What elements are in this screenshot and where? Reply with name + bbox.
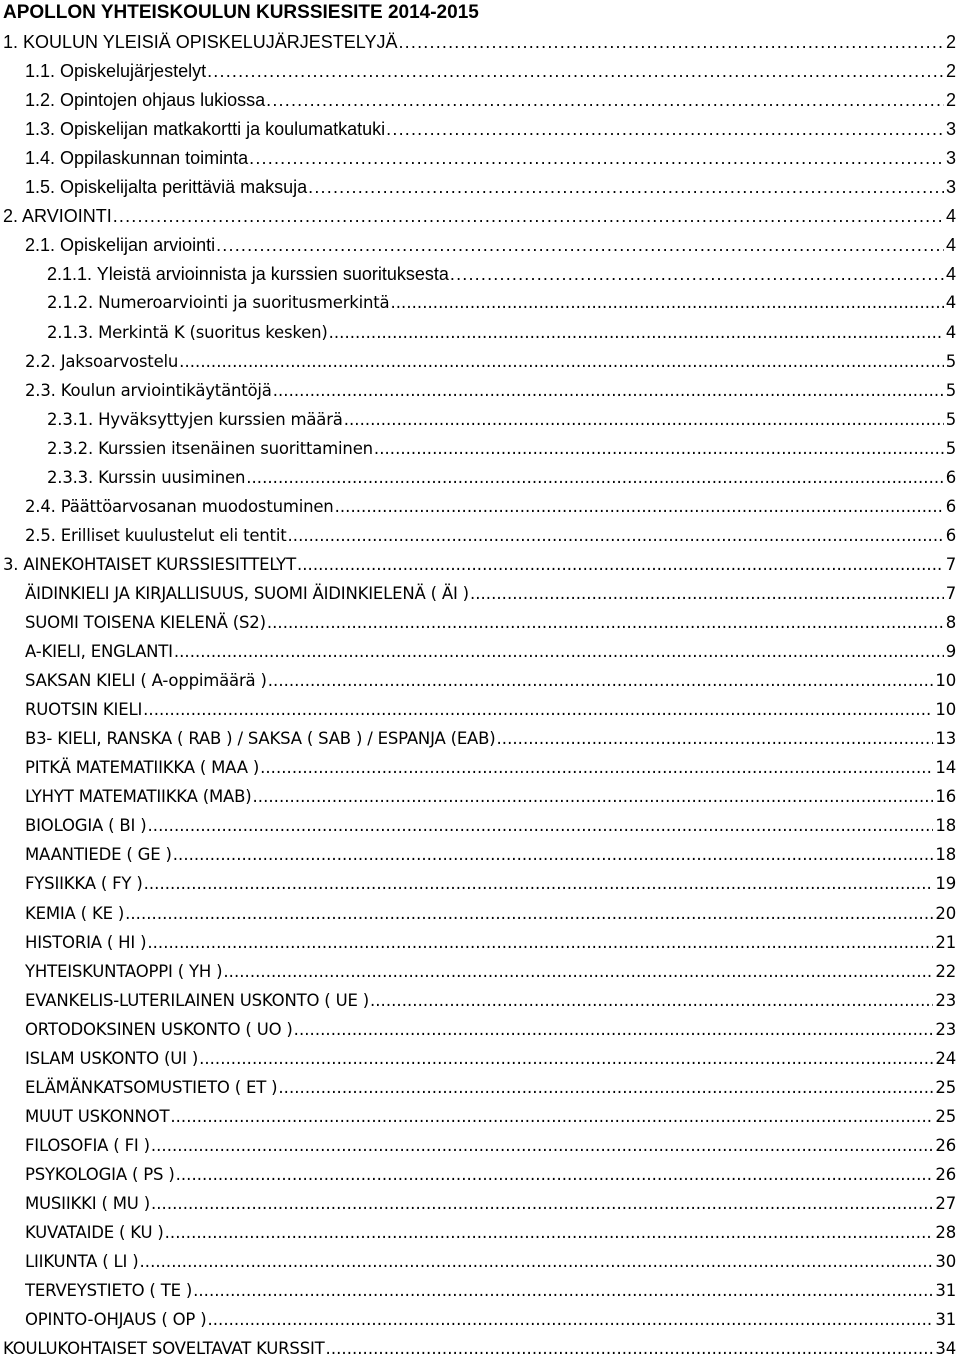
toc-entry-page-number: 21 (935, 932, 956, 952)
toc-entry[interactable] (25, 142, 956, 171)
toc-entry-label: 2.3. Koulun arviointikäytäntöjä (25, 380, 272, 400)
toc-entry-label: ORTODOKSINEN USKONTO ( UO ) (25, 1019, 293, 1039)
toc-entry-page-number: 4 (945, 293, 956, 313)
toc-entry-page-number: 2 (945, 90, 956, 111)
toc-entry[interactable] (25, 636, 956, 665)
dot-leader (179, 349, 944, 375)
toc-entry[interactable] (25, 491, 956, 520)
toc-entry-label: 2.1.1. Yleistä arvioinnista ja kurssien suorituksesta (47, 264, 449, 285)
toc-entry-label: 1.1. Opiskelujärjestelyt (25, 61, 207, 82)
toc-entry[interactable] (25, 1014, 956, 1043)
toc-entry-page-number: 23 (935, 990, 956, 1010)
toc-entry[interactable] (47, 404, 956, 433)
toc-entry-page-number: 6 (945, 496, 956, 516)
dot-leader (278, 1075, 933, 1101)
toc-entry[interactable] (25, 956, 956, 985)
toc-entry[interactable] (25, 375, 956, 404)
dot-leader (344, 407, 944, 433)
toc-entry-label: ISLAM USKONTO (UI ) (25, 1048, 199, 1068)
dot-leader (139, 1249, 933, 1275)
toc-entry-page-number: 25 (935, 1077, 956, 1097)
toc-entry-label: TERVEYSTIETO ( TE ) (25, 1281, 193, 1301)
toc-entry[interactable] (25, 84, 956, 113)
toc-entry-label: BIOLOGIA ( BI ) (25, 816, 147, 836)
toc-entry-label: 2.3.3. Kurssin uusiminen (47, 467, 246, 487)
toc-entry[interactable] (25, 113, 956, 142)
toc-entry-page-number: 31 (935, 1310, 956, 1330)
toc-entry[interactable] (3, 200, 956, 229)
toc-entry-label: A-KIELI, ENGLANTI (25, 642, 173, 662)
toc-entry[interactable] (47, 258, 956, 287)
toc-entry-page-number: 27 (935, 1194, 956, 1213)
dot-leader (267, 610, 944, 636)
dot-leader (386, 116, 944, 142)
toc-entry-label: MAANTIEDE ( GE ) (25, 845, 172, 865)
toc-entry[interactable] (25, 1130, 956, 1159)
toc-entry-page-number: 30 (935, 1252, 956, 1272)
dot-leader (144, 871, 934, 897)
toc-entry-page-number: 34 (935, 1339, 956, 1359)
toc-entry-label: 2.3.2. Kurssien itsenäinen suorittaminen (47, 438, 373, 458)
toc-entry[interactable] (25, 752, 956, 781)
toc-entry-page-number: 10 (935, 671, 956, 691)
toc-entry-label: 1.3. Opiskelijan matkakortti ja koulumatkatuki (25, 119, 386, 140)
toc-entry-label: 1.4. Oppilaskunnan toiminta (25, 148, 249, 169)
toc-entry-page-number: 23 (935, 1019, 956, 1039)
toc-entry[interactable] (25, 229, 956, 258)
toc-entry-page-number: 4 (945, 322, 956, 342)
toc-entry[interactable] (47, 287, 956, 316)
toc-entry[interactable] (25, 868, 956, 897)
toc-entry-page-number: 5 (945, 351, 956, 371)
toc-entry-page-number: 13 (935, 729, 956, 749)
toc-entry[interactable] (47, 462, 956, 491)
toc-entry[interactable] (25, 520, 956, 549)
dot-leader (266, 87, 944, 113)
dot-leader (287, 523, 943, 549)
toc-entry-page-number: 14 (935, 758, 956, 778)
toc-entry-page-number: 4 (945, 264, 956, 285)
toc-entry-label: B3- KIELI, RANSKA ( RAB ) / SAKSA ( SAB ) / ESPANJA (EAB) (25, 729, 496, 749)
toc-entry-label: LIIKUNTA ( LI ) (25, 1252, 139, 1272)
toc-entry-label: 2. ARVIOINTI (3, 206, 112, 227)
toc-entry-label: FILOSOFIA ( FI ) (25, 1135, 150, 1155)
toc-entry-page-number: 5 (945, 380, 956, 400)
toc-entry-label: PSYKOLOGIA ( PS ) (25, 1164, 175, 1184)
toc-entry-label: 2.1. Opiskelijan arviointi (25, 235, 216, 256)
dot-leader (497, 726, 934, 752)
toc-entry[interactable] (25, 55, 956, 84)
document-title: APOLLON YHTEISKOULUN KURSSIESITE 2014-2015 (3, 2, 479, 23)
dot-leader (268, 668, 934, 694)
dot-leader (297, 552, 944, 578)
toc-entry-label: LYHYT MATEMATIIKKA (MAB) (25, 787, 252, 807)
toc-entry-label: MUSIIKKI ( MU ) (25, 1194, 150, 1213)
toc-entry-label: 2.1.2. Numeroarviointi ja suoritusmerkintä (47, 293, 390, 313)
toc-entry-page-number: 25 (935, 1106, 956, 1126)
dot-leader (216, 232, 944, 258)
dot-leader (308, 174, 944, 200)
dot-leader (148, 813, 934, 839)
toc-entry-label: SUOMI TOISENA KIELENÄ (S2) (25, 613, 266, 632)
dot-leader (176, 1162, 934, 1188)
toc-entry-label: KUVATAIDE ( KU ) (25, 1223, 164, 1243)
dot-leader (174, 639, 944, 665)
toc-entry[interactable] (25, 723, 956, 752)
toc-entry[interactable] (3, 549, 956, 578)
toc-entry[interactable] (25, 1159, 956, 1188)
toc-entry[interactable] (25, 1101, 956, 1130)
toc-entry-page-number: 7 (945, 583, 956, 603)
dot-leader (125, 901, 933, 927)
dot-leader (450, 261, 944, 287)
toc-entry-page-number: 28 (935, 1223, 956, 1243)
toc-entry[interactable] (47, 433, 956, 462)
toc-entry-page-number: 9 (945, 642, 956, 662)
dot-leader (147, 930, 933, 956)
toc-entry-label: KOULUKOHTAISET SOVELTAVAT KURSSIT (3, 1339, 325, 1359)
toc-entry[interactable] (47, 317, 956, 346)
dot-leader (273, 378, 944, 404)
toc-entry[interactable] (25, 1072, 956, 1101)
dot-leader (143, 697, 933, 723)
dot-leader (151, 1191, 933, 1217)
toc-entry-page-number: 16 (935, 787, 956, 807)
toc-entry[interactable] (25, 1275, 956, 1304)
toc-entry-label: 2.2. Jaksoarvostelu (25, 351, 179, 371)
toc-entry-page-number: 19 (935, 874, 956, 894)
toc-entry-page-number: 2 (945, 32, 956, 52)
toc-entry[interactable] (25, 694, 956, 723)
toc-entry-label: 1.2. Opintojen ohjaus lukiossa (25, 90, 266, 111)
dot-leader (173, 842, 934, 868)
toc-entry-label: ELÄMÄNKATSOMUSTIETO ( ET ) (25, 1077, 278, 1097)
toc-entry-page-number: 5 (945, 438, 956, 458)
toc-entry-page-number: 7 (945, 554, 956, 574)
toc-entry-page-number: 4 (945, 206, 956, 227)
toc-entry[interactable] (25, 839, 956, 868)
dot-leader (470, 581, 944, 607)
dot-leader (113, 203, 944, 229)
toc-entry-label: OPINTO-OHJAUS ( OP ) (25, 1310, 207, 1330)
toc-entry-label: 1. KOULUN YLEISIÄ OPISKELUJÄRJESTELYJÄ (3, 32, 398, 52)
dot-leader (207, 1307, 933, 1333)
toc-entry-page-number: 2 (945, 61, 956, 82)
toc-entry[interactable] (25, 810, 956, 839)
toc-entry[interactable] (3, 1333, 956, 1362)
toc-entry[interactable] (25, 607, 956, 636)
dot-leader (193, 1278, 933, 1304)
toc-entry-label: 2.1.3. Merkintä K (suoritus kesken) (47, 322, 328, 342)
toc-entry-label: RUOTSIN KIELI (25, 700, 143, 720)
toc-entry[interactable] (25, 1043, 956, 1072)
dot-leader (165, 1220, 934, 1246)
dot-leader (374, 436, 944, 462)
toc-entry-label: KEMIA ( KE ) (25, 903, 125, 923)
toc-entry-label: EVANKELIS-LUTERILAINEN USKONTO ( UE ) (25, 990, 369, 1010)
dot-leader (223, 959, 933, 985)
toc-entry-label: 2.5. Erilliset kuulustelut eli tentit (25, 525, 287, 545)
toc-entry-label: FYSIIKKA ( FY ) (25, 874, 143, 894)
dot-leader (326, 1336, 934, 1362)
dot-leader (335, 494, 944, 520)
toc-entry-label: MUUT USKONNOT (25, 1106, 170, 1126)
toc-entry[interactable] (25, 1304, 956, 1333)
toc-entry-page-number: 5 (945, 409, 956, 429)
dot-leader (199, 1046, 933, 1072)
toc-entry[interactable] (25, 171, 956, 200)
toc-entry-label: HISTORIA ( HI ) (25, 932, 147, 952)
dot-leader (253, 784, 934, 810)
toc-entry[interactable] (25, 346, 956, 375)
toc-entry[interactable] (25, 1217, 956, 1246)
dot-leader (390, 290, 943, 316)
toc-entry-page-number: 4 (945, 235, 956, 256)
toc-entry-page-number: 10 (935, 700, 956, 720)
toc-entry-label: ÄIDINKIELI JA KIRJALLISUUS, SUOMI ÄIDINKIELENÄ ( ÄI ) (25, 583, 469, 603)
toc-entry-page-number: 3 (945, 177, 956, 198)
toc-entry[interactable] (3, 26, 956, 55)
dot-leader (170, 1104, 933, 1130)
dot-leader (260, 755, 933, 781)
toc-entry-page-number: 31 (935, 1281, 956, 1301)
toc-entry-page-number: 26 (935, 1135, 956, 1155)
toc-entry-label: PITKÄ MATEMATIIKKA ( MAA ) (25, 758, 260, 778)
toc-entry[interactable] (25, 898, 956, 927)
toc-entry-page-number: 3 (945, 148, 956, 169)
toc-entry-page-number: 20 (935, 903, 956, 923)
toc-entry[interactable] (25, 781, 956, 810)
toc-entry-page-number: 6 (945, 467, 956, 487)
toc-entry[interactable] (25, 985, 956, 1014)
dot-leader (294, 1017, 934, 1043)
toc-entry-label: 2.4. Päättöarvosanan muodostuminen (25, 496, 334, 516)
toc-entry[interactable] (25, 1188, 956, 1217)
dot-leader (329, 320, 944, 346)
toc-entry-page-number: 18 (935, 816, 956, 836)
toc-entry-page-number: 24 (935, 1048, 956, 1068)
toc-entry-page-number: 18 (935, 845, 956, 865)
dot-leader (249, 145, 944, 171)
dot-leader (246, 465, 943, 491)
toc-entry-label: 3. AINEKOHTAISET KURSSIESITTELYT (3, 554, 296, 574)
toc-entry-label: SAKSAN KIELI ( A-oppimäärä ) (25, 671, 267, 691)
toc-entry-page-number: 22 (935, 961, 956, 981)
toc-entry-page-number: 8 (945, 613, 956, 632)
dot-leader (151, 1133, 934, 1159)
dot-leader (398, 29, 944, 55)
toc-entry-label: 1.5. Opiskelijalta perittäviä maksuja (25, 177, 308, 198)
toc-entry[interactable] (25, 927, 956, 956)
dot-leader (207, 58, 944, 84)
toc-entry-page-number: 3 (945, 119, 956, 140)
toc-entry[interactable] (25, 665, 956, 694)
toc-entry-label: YHTEISKUNTAOPPI ( YH ) (25, 961, 223, 981)
dot-leader (370, 988, 933, 1014)
toc-entry[interactable] (25, 1246, 956, 1275)
toc-entry[interactable] (25, 578, 956, 607)
toc-entry-page-number: 26 (935, 1164, 956, 1184)
toc-entry-page-number: 6 (945, 525, 956, 545)
toc-entry-label: 2.3.1. Hyväksyttyjen kurssien määrä (47, 409, 343, 429)
